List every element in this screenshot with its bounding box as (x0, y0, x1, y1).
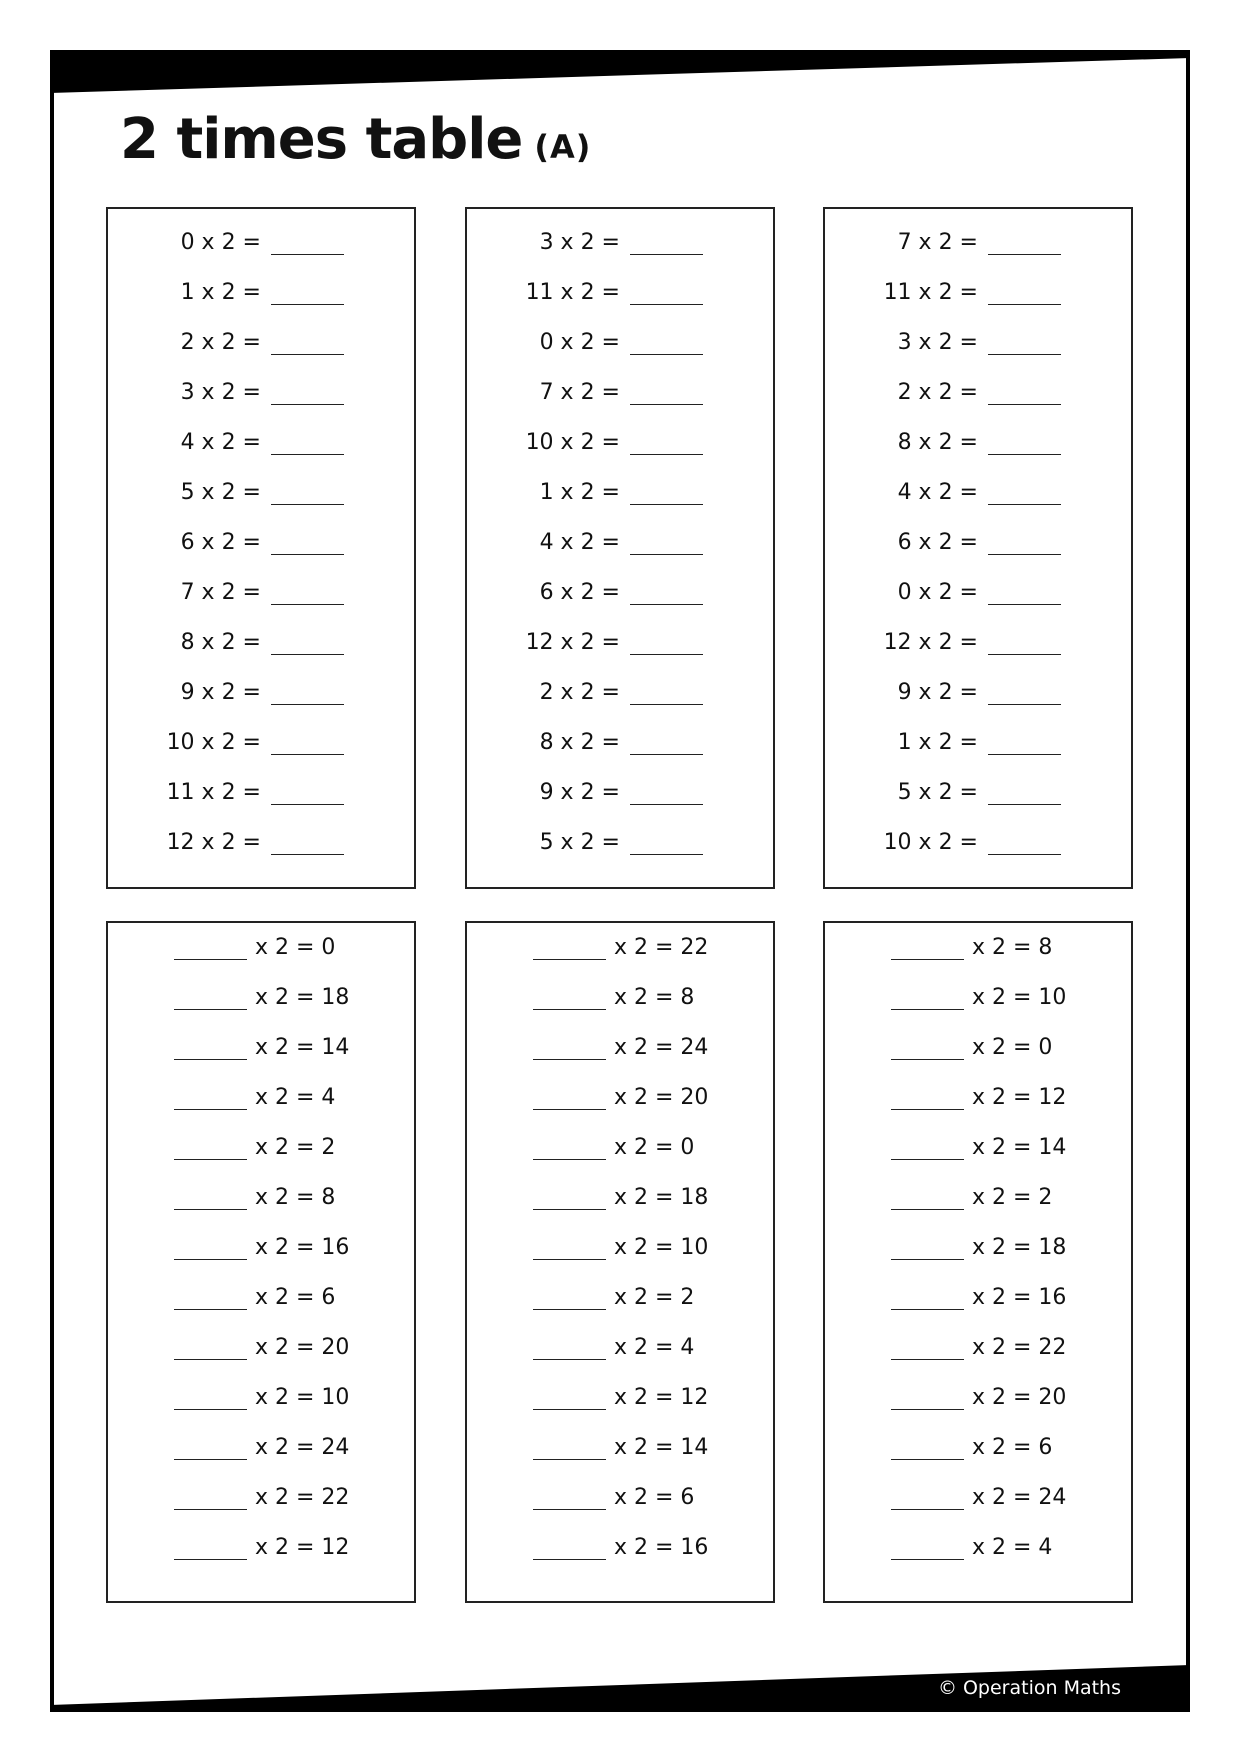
answer-blank[interactable] (988, 554, 1061, 555)
answer-blank[interactable] (988, 404, 1061, 405)
answer-blank[interactable] (891, 1259, 964, 1260)
question-text: 10 x 2 = (525, 430, 620, 455)
question-text: 0 x 2 = (539, 330, 620, 355)
question-text: 2 x 2 = (180, 330, 261, 355)
answer-blank[interactable] (630, 254, 703, 255)
answer-blank[interactable] (891, 1109, 964, 1110)
answer-blank[interactable] (630, 454, 703, 455)
question-row (467, 376, 773, 410)
question-row (108, 981, 414, 1015)
question-text: 7 x 2 = (539, 380, 620, 405)
answer-blank[interactable] (533, 1309, 606, 1310)
question-text: x 2 = 18 (255, 985, 350, 1010)
question-text: 9 x 2 = (539, 780, 620, 805)
question-text: 5 x 2 = (539, 830, 620, 855)
question-row (467, 1331, 773, 1365)
answer-blank[interactable] (174, 1109, 247, 1110)
top-band (50, 50, 1190, 93)
question-text: x 2 = 8 (972, 935, 1053, 960)
question-text: x 2 = 16 (255, 1235, 350, 1260)
answer-blank[interactable] (271, 604, 344, 605)
question-row (825, 981, 1131, 1015)
question-row (467, 326, 773, 360)
question-text: x 2 = 14 (972, 1135, 1067, 1160)
question-row (108, 1081, 414, 1115)
question-panel-1 (106, 207, 416, 889)
question-row (108, 931, 414, 965)
question-row (825, 1381, 1131, 1415)
answer-blank[interactable] (533, 1459, 606, 1460)
question-row (108, 1281, 414, 1315)
question-text: x 2 = 0 (972, 1035, 1053, 1060)
question-row (825, 376, 1131, 410)
answer-blank[interactable] (271, 754, 344, 755)
question-row (108, 526, 414, 560)
question-row (467, 576, 773, 610)
question-text: 11 x 2 = (525, 280, 620, 305)
question-text: x 2 = 12 (972, 1085, 1067, 1110)
answer-blank[interactable] (533, 959, 606, 960)
answer-blank[interactable] (533, 1259, 606, 1260)
question-text: 2 x 2 = (897, 380, 978, 405)
question-text: x 2 = 20 (972, 1385, 1067, 1410)
answer-blank[interactable] (533, 1359, 606, 1360)
question-row (108, 1181, 414, 1215)
answer-blank[interactable] (630, 704, 703, 705)
answer-blank[interactable] (988, 854, 1061, 855)
question-text: x 2 = 12 (614, 1385, 709, 1410)
question-row (467, 1381, 773, 1415)
question-row (108, 476, 414, 510)
question-row (108, 1231, 414, 1265)
question-row (108, 326, 414, 360)
question-text: 10 x 2 = (166, 730, 261, 755)
question-row (467, 1181, 773, 1215)
question-text: 7 x 2 = (180, 580, 261, 605)
question-text: 8 x 2 = (180, 630, 261, 655)
answer-blank[interactable] (891, 1509, 964, 1510)
question-text: x 2 = 2 (255, 1135, 336, 1160)
question-text: x 2 = 16 (972, 1285, 1067, 1310)
question-panel-2 (465, 207, 775, 889)
answer-blank[interactable] (988, 304, 1061, 305)
question-row (825, 326, 1131, 360)
question-row (467, 826, 773, 860)
answer-blank[interactable] (891, 959, 964, 960)
question-row (467, 981, 773, 1015)
answer-blank[interactable] (891, 1009, 964, 1010)
question-row (467, 776, 773, 810)
question-row (467, 1281, 773, 1315)
question-row (108, 626, 414, 660)
answer-blank[interactable] (533, 1159, 606, 1160)
question-row (108, 576, 414, 610)
question-text: 11 x 2 = (883, 280, 978, 305)
question-text: x 2 = 4 (614, 1335, 695, 1360)
answer-blank[interactable] (630, 354, 703, 355)
question-panel-4 (106, 921, 416, 1603)
answer-blank[interactable] (271, 704, 344, 705)
question-text: x 2 = 0 (614, 1135, 695, 1160)
answer-blank[interactable] (988, 754, 1061, 755)
question-text: 2 x 2 = (539, 680, 620, 705)
question-text: 4 x 2 = (897, 480, 978, 505)
question-row (467, 1081, 773, 1115)
question-text: 8 x 2 = (897, 430, 978, 455)
question-text: 12 x 2 = (166, 830, 261, 855)
answer-blank[interactable] (271, 504, 344, 505)
answer-blank[interactable] (988, 604, 1061, 605)
answer-blank[interactable] (891, 1359, 964, 1360)
answer-blank[interactable] (533, 1559, 606, 1560)
question-row (467, 1481, 773, 1515)
question-row (825, 1181, 1131, 1215)
question-text: x 2 = 24 (255, 1435, 350, 1460)
question-row (825, 526, 1131, 560)
question-row (108, 376, 414, 410)
question-row (825, 1481, 1131, 1515)
answer-blank[interactable] (630, 554, 703, 555)
question-row (467, 1531, 773, 1565)
question-text: x 2 = 8 (255, 1185, 336, 1210)
question-row (825, 276, 1131, 310)
question-row (467, 931, 773, 965)
question-row (825, 826, 1131, 860)
question-text: 6 x 2 = (539, 580, 620, 605)
question-text: x 2 = 6 (972, 1435, 1053, 1460)
question-row (825, 1131, 1131, 1165)
question-row (825, 931, 1131, 965)
question-row (825, 476, 1131, 510)
question-text: x 2 = 22 (972, 1335, 1067, 1360)
answer-blank[interactable] (271, 654, 344, 655)
question-text: x 2 = 18 (972, 1235, 1067, 1260)
question-text: 11 x 2 = (166, 780, 261, 805)
answer-blank[interactable] (174, 1309, 247, 1310)
answer-blank[interactable] (271, 804, 344, 805)
question-row (108, 1331, 414, 1365)
question-text: 5 x 2 = (897, 780, 978, 805)
question-row (467, 526, 773, 560)
question-text: x 2 = 10 (614, 1235, 709, 1260)
question-row (825, 1281, 1131, 1315)
answer-blank[interactable] (988, 704, 1061, 705)
answer-blank[interactable] (630, 604, 703, 605)
answer-blank[interactable] (630, 504, 703, 505)
question-text: 5 x 2 = (180, 480, 261, 505)
question-row (108, 1531, 414, 1565)
answer-blank[interactable] (174, 1159, 247, 1160)
question-row (108, 1481, 414, 1515)
answer-blank[interactable] (271, 404, 344, 405)
question-text: 3 x 2 = (180, 380, 261, 405)
question-text: 1 x 2 = (539, 480, 620, 505)
question-text: x 2 = 10 (255, 1385, 350, 1410)
answer-blank[interactable] (174, 1559, 247, 1560)
question-text: 12 x 2 = (525, 630, 620, 655)
answer-blank[interactable] (271, 554, 344, 555)
question-row (467, 626, 773, 660)
answer-blank[interactable] (891, 1209, 964, 1210)
question-row (467, 726, 773, 760)
question-row (467, 676, 773, 710)
answer-blank[interactable] (174, 1059, 247, 1060)
answer-blank[interactable] (988, 804, 1061, 805)
answer-blank[interactable] (271, 354, 344, 355)
answer-blank[interactable] (174, 1509, 247, 1510)
question-text: 3 x 2 = (539, 230, 620, 255)
question-panel-6 (823, 921, 1133, 1603)
question-text: 8 x 2 = (539, 730, 620, 755)
question-row (825, 1231, 1131, 1265)
question-text: 4 x 2 = (180, 430, 261, 455)
question-row (825, 1431, 1131, 1465)
answer-blank[interactable] (533, 1109, 606, 1110)
title-variant: (A) (534, 128, 592, 166)
question-row (108, 226, 414, 260)
question-row (467, 1031, 773, 1065)
question-panel-3 (823, 207, 1133, 889)
question-text: x 2 = 22 (255, 1485, 350, 1510)
answer-blank[interactable] (630, 754, 703, 755)
question-row (108, 276, 414, 310)
answer-blank[interactable] (891, 1559, 964, 1560)
question-row (825, 626, 1131, 660)
question-text: 10 x 2 = (883, 830, 978, 855)
question-row (825, 1531, 1131, 1565)
question-text: 9 x 2 = (180, 680, 261, 705)
question-row (825, 726, 1131, 760)
question-row (825, 226, 1131, 260)
question-text: x 2 = 6 (614, 1485, 695, 1510)
answer-blank[interactable] (174, 1009, 247, 1010)
question-text: x 2 = 10 (972, 985, 1067, 1010)
question-row (825, 676, 1131, 710)
answer-blank[interactable] (988, 254, 1061, 255)
question-text: x 2 = 12 (255, 1535, 350, 1560)
question-text: 12 x 2 = (883, 630, 978, 655)
answer-blank[interactable] (533, 1209, 606, 1210)
worksheet-title (120, 105, 591, 182)
answer-blank[interactable] (533, 1509, 606, 1510)
question-text: 3 x 2 = (897, 330, 978, 355)
question-row (108, 1131, 414, 1165)
answer-blank[interactable] (630, 654, 703, 655)
answer-blank[interactable] (988, 504, 1061, 505)
answer-blank[interactable] (630, 804, 703, 805)
question-text: 1 x 2 = (180, 280, 261, 305)
answer-blank[interactable] (891, 1459, 964, 1460)
question-row (108, 1431, 414, 1465)
question-row (467, 476, 773, 510)
question-text: x 2 = 6 (255, 1285, 336, 1310)
question-text: x 2 = 2 (614, 1285, 695, 1310)
question-row (108, 426, 414, 460)
question-text: x 2 = 0 (255, 935, 336, 960)
question-text: 9 x 2 = (897, 680, 978, 705)
answer-blank[interactable] (533, 1059, 606, 1060)
question-row (467, 226, 773, 260)
question-text: x 2 = 22 (614, 935, 709, 960)
answer-blank[interactable] (891, 1059, 964, 1060)
question-text: x 2 = 4 (972, 1535, 1053, 1560)
question-text: 0 x 2 = (180, 230, 261, 255)
question-row (467, 1131, 773, 1165)
answer-blank[interactable] (630, 404, 703, 405)
answer-blank[interactable] (988, 454, 1061, 455)
answer-blank[interactable] (988, 354, 1061, 355)
answer-blank[interactable] (271, 254, 344, 255)
question-row (825, 426, 1131, 460)
question-text: x 2 = 20 (614, 1085, 709, 1110)
answer-blank[interactable] (174, 959, 247, 960)
answer-blank[interactable] (174, 1409, 247, 1410)
answer-blank[interactable] (271, 854, 344, 855)
answer-blank[interactable] (630, 854, 703, 855)
question-text: 6 x 2 = (897, 530, 978, 555)
copyright-credit: © Operation Maths (937, 1677, 1121, 1699)
question-text: x 2 = 16 (614, 1535, 709, 1560)
question-panel-5 (465, 921, 775, 1603)
question-text: x 2 = 24 (972, 1485, 1067, 1510)
question-text: 7 x 2 = (897, 230, 978, 255)
question-text: x 2 = 14 (614, 1435, 709, 1460)
question-row (467, 1231, 773, 1265)
question-text: x 2 = 8 (614, 985, 695, 1010)
question-text: 4 x 2 = (539, 530, 620, 555)
answer-blank[interactable] (174, 1209, 247, 1210)
question-text: x 2 = 24 (614, 1035, 709, 1060)
answer-blank[interactable] (271, 304, 344, 305)
question-text: x 2 = 4 (255, 1085, 336, 1110)
question-row (108, 826, 414, 860)
question-row (108, 1031, 414, 1065)
question-row (467, 276, 773, 310)
question-text: x 2 = 14 (255, 1035, 350, 1060)
question-row (108, 776, 414, 810)
answer-blank[interactable] (891, 1309, 964, 1310)
question-row (825, 576, 1131, 610)
question-row (108, 676, 414, 710)
question-text: 6 x 2 = (180, 530, 261, 555)
question-row (825, 1081, 1131, 1115)
question-text: 0 x 2 = (897, 580, 978, 605)
answer-blank[interactable] (891, 1409, 964, 1410)
question-row (108, 726, 414, 760)
answer-blank[interactable] (271, 454, 344, 455)
answer-blank[interactable] (630, 304, 703, 305)
question-row (467, 426, 773, 460)
question-text: x 2 = 20 (255, 1335, 350, 1360)
question-row (825, 1031, 1131, 1065)
answer-blank[interactable] (533, 1409, 606, 1410)
question-text: 1 x 2 = (897, 730, 978, 755)
question-row (108, 1381, 414, 1415)
answer-blank[interactable] (891, 1159, 964, 1160)
question-row (825, 1331, 1131, 1365)
answer-blank[interactable] (174, 1459, 247, 1460)
answer-blank[interactable] (174, 1359, 247, 1360)
question-row (467, 1431, 773, 1465)
answer-blank[interactable] (988, 654, 1061, 655)
question-text: x 2 = 18 (614, 1185, 709, 1210)
question-row (825, 776, 1131, 810)
title-main: 2 times table (120, 107, 523, 172)
answer-blank[interactable] (174, 1259, 247, 1260)
question-text: x 2 = 2 (972, 1185, 1053, 1210)
answer-blank[interactable] (533, 1009, 606, 1010)
